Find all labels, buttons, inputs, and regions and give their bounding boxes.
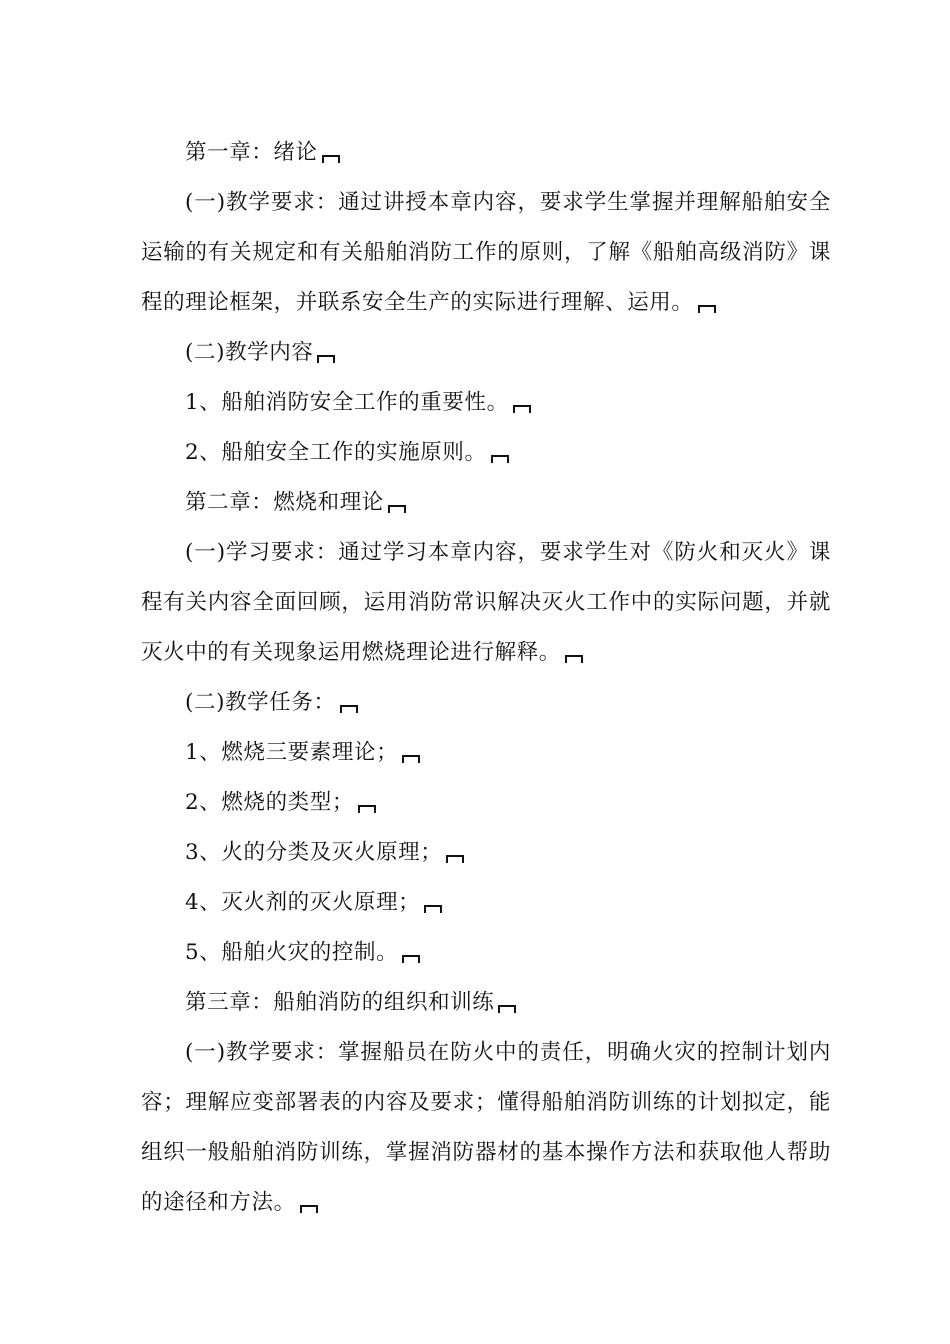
paragraph-mark-icon — [322, 155, 340, 163]
chapter-2-item-4 — [141, 878, 831, 928]
paragraph-text: 2、燃烧的类型； — [185, 790, 354, 815]
chapter-2-item-3 — [141, 828, 831, 878]
paragraph-text: (一)学习要求：通过学习本章内容，要求学生对《防火和灭火》课程有关内容全面回顾，运用消防常识解决灭火工作中的实际问题，并就灭火中的有关现象运用燃烧理论进行解释。 — [141, 540, 831, 665]
paragraph-mark-icon — [402, 955, 420, 963]
chapter-3-heading — [141, 978, 831, 1028]
paragraph-mark-icon — [513, 405, 531, 413]
document-page — [141, 128, 831, 1228]
paragraph-mark-icon — [498, 1005, 516, 1013]
paragraph-mark-icon — [358, 805, 376, 813]
paragraph-text: (二)教学内容 — [185, 340, 314, 365]
chapter-2-requirements — [141, 528, 831, 678]
chapter-2-tasks-heading — [141, 678, 831, 728]
chapter-2-item-2 — [141, 778, 831, 828]
paragraph-mark-icon — [698, 305, 716, 313]
paragraph-mark-icon — [317, 355, 335, 363]
paragraph-text: 2、船舶安全工作的实施原则。 — [185, 440, 487, 465]
chapter-1-requirements — [141, 178, 831, 328]
paragraph-text: 第三章：船舶消防的组织和训练 — [185, 990, 495, 1015]
chapter-2-heading — [141, 478, 831, 528]
paragraph-text: (一)教学要求：掌握船员在防火中的责任，明确火灾的控制计划内容；理解应变部署表的内容及要求；懂得船舶消防训练的计划拟定，能组织一般船舶消防训练，掌握消防器材的基本操作方法和获取他人帮助的途径和方法。 — [141, 1040, 831, 1215]
chapter-1-content-heading — [141, 328, 831, 378]
chapter-2-item-1 — [141, 728, 831, 778]
chapter-1-heading — [141, 128, 831, 178]
paragraph-mark-icon — [402, 755, 420, 763]
paragraph-text: (二)教学任务： — [185, 690, 336, 715]
paragraph-text: 5、船舶火灾的控制。 — [185, 940, 399, 965]
chapter-3-requirements — [141, 1028, 831, 1228]
paragraph-mark-icon — [446, 855, 464, 863]
chapter-1-item-2 — [141, 428, 831, 478]
paragraph-text: 1、船舶消防安全工作的重要性。 — [185, 390, 509, 415]
paragraph-mark-icon — [300, 1205, 318, 1213]
paragraph-text: (一)教学要求：通过讲授本章内容，要求学生掌握并理解船舶安全运输的有关规定和有关船舶消防工作的原则，了解《船舶高级消防》课程的理论框架，并联系安全生产的实际进行理解、运用。 — [141, 190, 831, 315]
paragraph-text: 第一章：绪论 — [185, 140, 318, 165]
chapter-2-item-5 — [141, 928, 831, 978]
paragraph-text: 1、燃烧三要素理论； — [185, 740, 399, 765]
paragraph-mark-icon — [565, 655, 583, 663]
paragraph-text: 4、灭火剂的灭火原理； — [185, 890, 421, 915]
paragraph-text: 第二章：燃烧和理论 — [185, 490, 384, 515]
paragraph-text: 3、火的分类及灭火原理； — [185, 840, 443, 865]
paragraph-mark-icon — [424, 905, 442, 913]
paragraph-mark-icon — [388, 505, 406, 513]
chapter-1-item-1 — [141, 378, 831, 428]
paragraph-mark-icon — [491, 455, 509, 463]
paragraph-mark-icon — [340, 705, 358, 713]
